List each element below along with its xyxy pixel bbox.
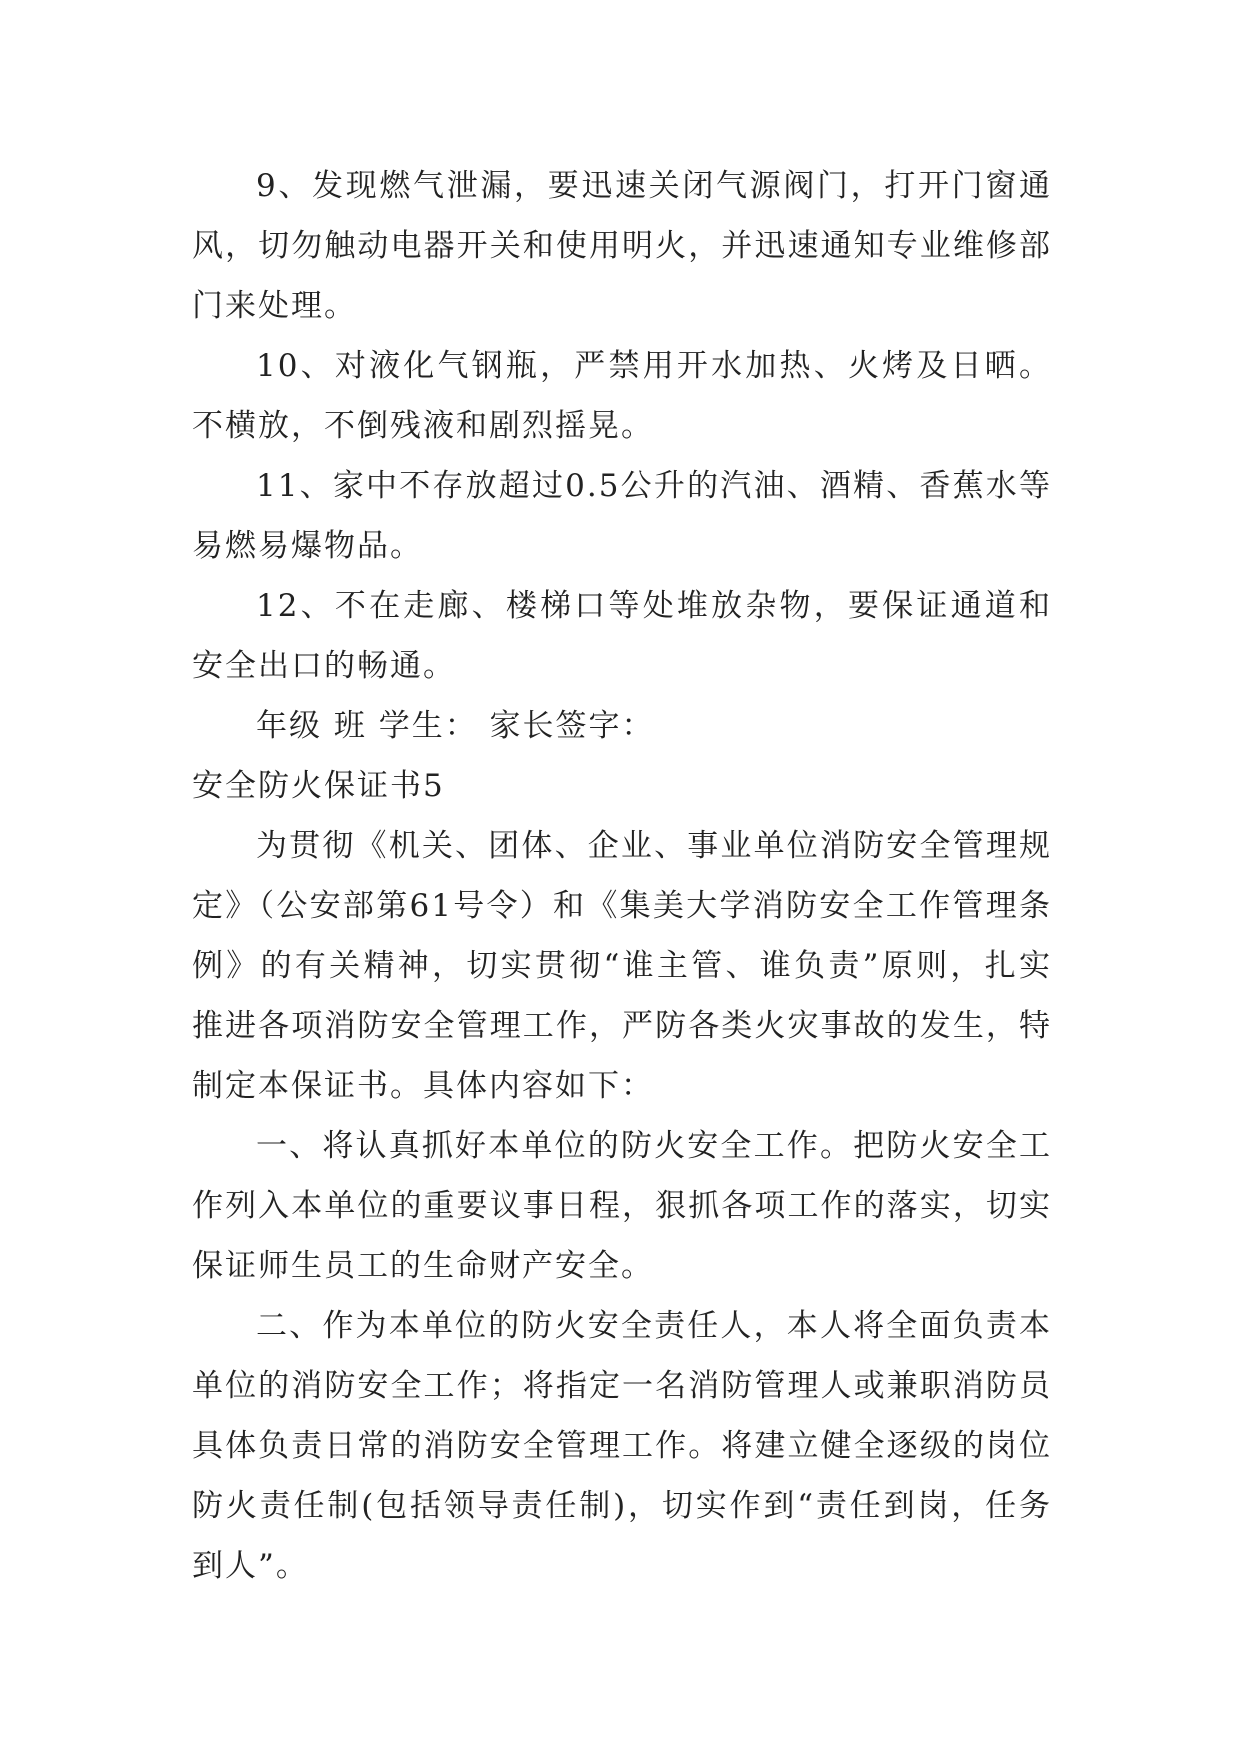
section-point-two: 二、作为本单位的防火安全责任人，本人将全面负责本单位的消防安全工作；将指定一名消防管理人或兼职消防员具体负责日常的消防安全管理工作。将建立健全逐级的岗位防火责任制(包括领导责任制)，切实作到“责任到岗，任务到人”。 <box>192 1308 1052 1584</box>
section-intro-paragraph: 为贯彻《机关、团体、企业、事业单位消防安全管理规定》（公安部第61号令）和《集美大学消防安全工作管理条例》的有关精神，切实贯彻“谁主管、谁负责”原则，扎实推进各项消防安全管理工作，严防各类火灾事故的发生，特制定本保证书。具体内容如下： <box>192 828 1052 1104</box>
paragraph-item-9: 9、发现燃气泄漏，要迅速关闭气源阀门，打开门窗通风，切勿触动电器开关和使用明火，并迅速通知专业维修部门来处理。 <box>192 168 1052 324</box>
paragraph-item-12: 12、不在走廊、楼梯口等处堆放杂物，要保证通道和安全出口的畅通。 <box>192 588 1052 684</box>
document-body <box>192 156 1052 1596</box>
section-point-one: 一、将认真抓好本单位的防火安全工作。把防火安全工作列入本单位的重要议事日程，狠抓各项工作的落实，切实保证师生员工的生命财产安全。 <box>192 1128 1052 1284</box>
paragraph-item-10: 10、对液化气钢瓶，严禁用开水加热、火烤及日晒。不横放，不倒残液和剧烈摇晃。 <box>192 348 1052 444</box>
paragraph-item-11: 11、家中不存放超过0.5公升的汽油、酒精、香蕉水等易燃易爆物品。 <box>192 468 1052 564</box>
section-title: 安全防火保证书5 <box>192 768 445 804</box>
signature-line: 年级 班 学生： 家长签字： <box>256 708 655 744</box>
